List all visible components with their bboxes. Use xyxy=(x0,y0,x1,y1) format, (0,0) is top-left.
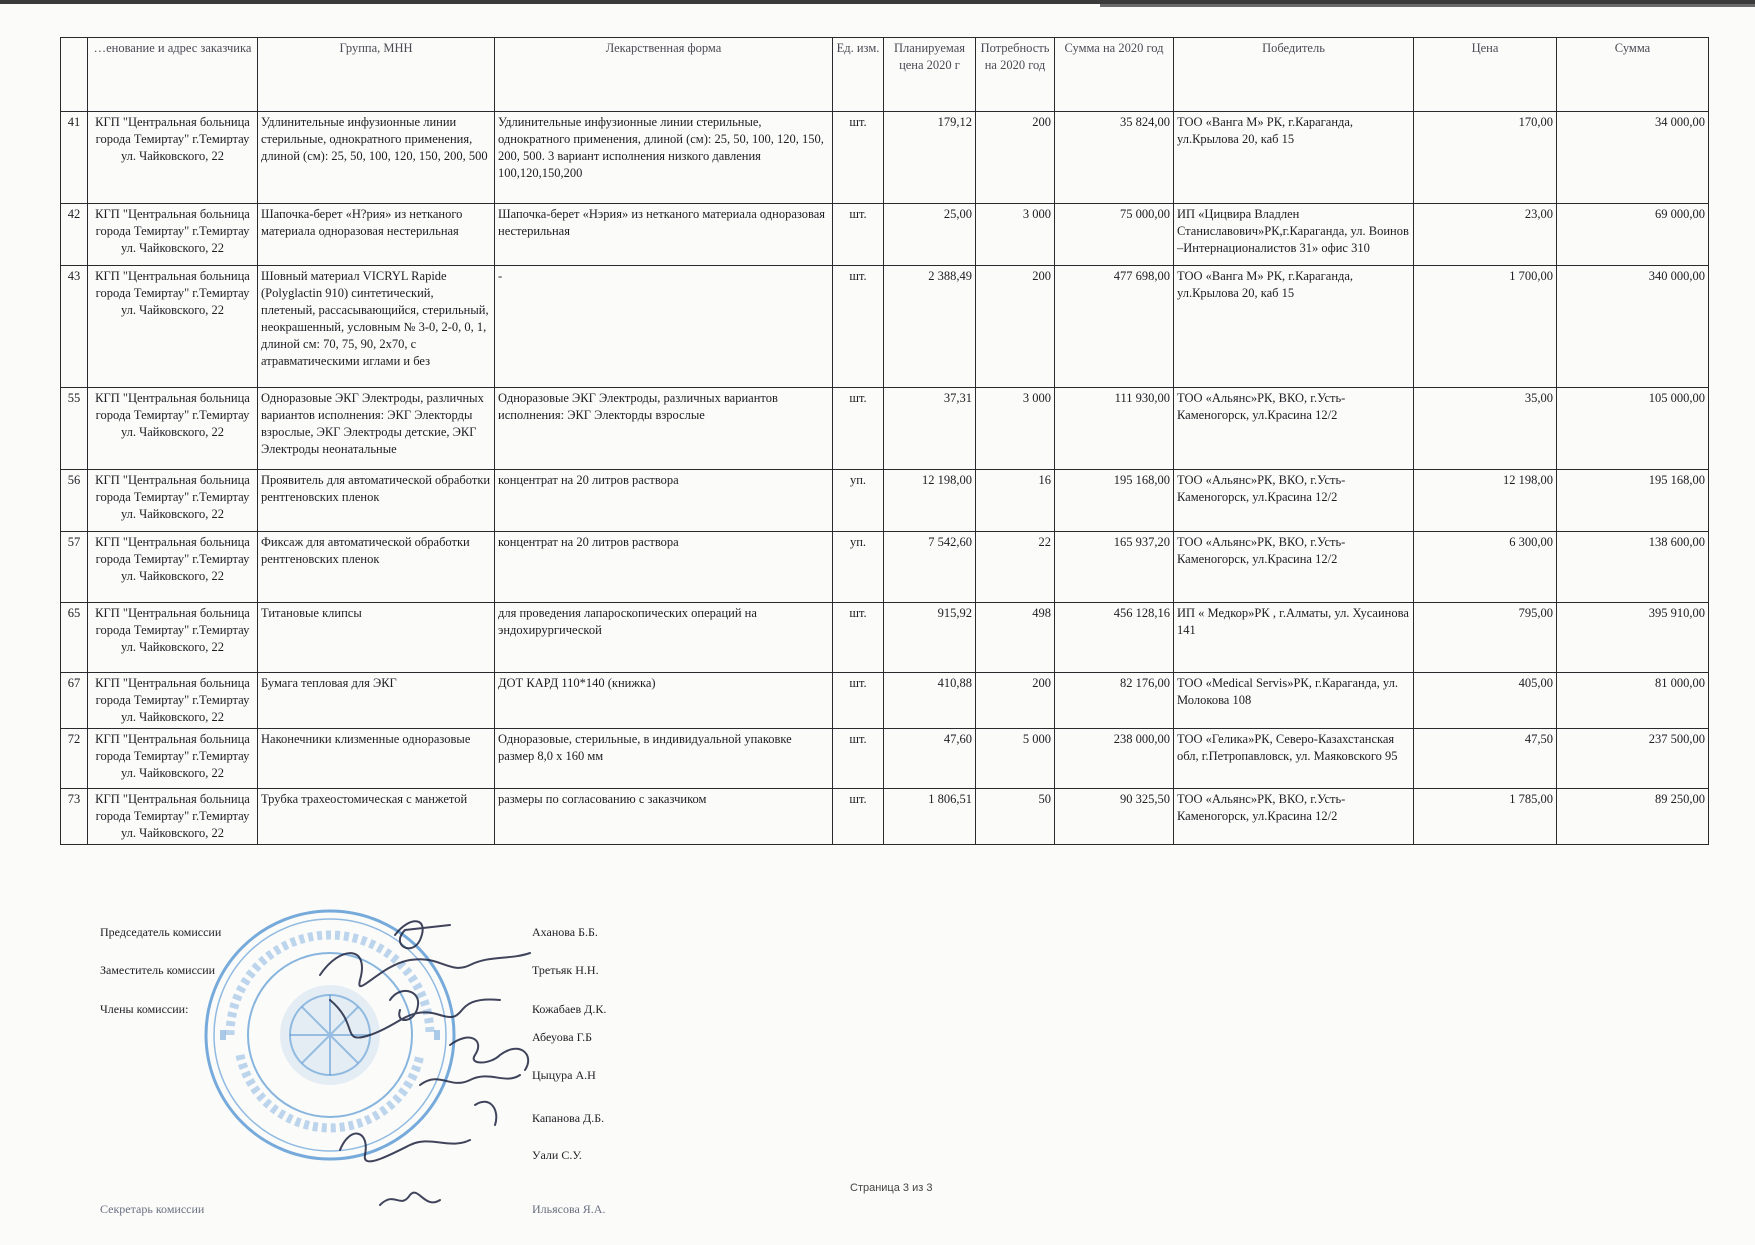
total-cell: 138 600,00 xyxy=(1557,532,1709,603)
form-cell: концентрат на 20 литров раствора xyxy=(495,470,833,532)
form-cell: ДОТ КАРД 110*140 (книжка) xyxy=(495,673,833,729)
customer-cell: КГП "Центральная больница города Темиртау" г.Темиртау ул. Чайковского, 22 xyxy=(88,729,258,789)
members-label: Члены комиссии: xyxy=(100,1002,189,1016)
row-number: 42 xyxy=(61,204,88,266)
customer-cell: КГП "Центральная больница города Темиртау" г.Темиртау ул. Чайковского, 22 xyxy=(88,789,258,845)
chair-label: Председатель комиссии xyxy=(100,925,222,939)
planned-price-cell: 12 198,00 xyxy=(884,470,976,532)
need-cell: 22 xyxy=(976,532,1055,603)
unit-cell: шт. xyxy=(833,388,884,470)
winner-cell: ИП « Медкор»РК , г.Алматы, ул. Хусаинова 141 xyxy=(1174,603,1414,673)
price-cell: 35,00 xyxy=(1414,388,1557,470)
procurement-table xyxy=(60,37,1709,845)
member-name: Кожабаев Д.К. xyxy=(532,1002,607,1016)
table-header-row xyxy=(61,38,1709,112)
table-row xyxy=(61,532,1709,603)
planned-price-cell: 179,12 xyxy=(884,112,976,204)
planned-price-cell: 25,00 xyxy=(884,204,976,266)
unit-cell: шт. xyxy=(833,266,884,388)
header-need: Потребность на 2020 год xyxy=(976,38,1055,112)
need-cell: 3 000 xyxy=(976,204,1055,266)
row-number: 57 xyxy=(61,532,88,603)
group-cell: Проявитель для автоматической обработки рентгеновских пленок xyxy=(258,470,495,532)
unit-cell: шт. xyxy=(833,789,884,845)
group-cell: Титановые клипсы xyxy=(258,603,495,673)
total-cell: 237 500,00 xyxy=(1557,729,1709,789)
unit-cell: шт. xyxy=(833,603,884,673)
row-number: 65 xyxy=(61,603,88,673)
need-cell: 50 xyxy=(976,789,1055,845)
planned-price-cell: 37,31 xyxy=(884,388,976,470)
group-cell: Трубка трахеостомическая с манжетой xyxy=(258,789,495,845)
total-cell: 81 000,00 xyxy=(1557,673,1709,729)
header-total: Сумма xyxy=(1557,38,1709,112)
table-row xyxy=(61,673,1709,729)
form-cell: Одноразовые, стерильные, в индивидуальной упаковке размер 8,0 х 160 мм xyxy=(495,729,833,789)
row-number: 55 xyxy=(61,388,88,470)
sum-2020-cell: 477 698,00 xyxy=(1055,266,1174,388)
group-cell: Удлинительные инфузионные линии стерильные, однократного применения, длиной (см): 25, 50, 100, 120, 150, 200, 500 xyxy=(258,112,495,204)
sum-2020-cell: 35 824,00 xyxy=(1055,112,1174,204)
sum-2020-cell: 238 000,00 xyxy=(1055,729,1174,789)
form-cell: Удлинительные инфузионные линии стерильные, однократного применения, длиной (см): 25, 50, 100, 120, 150, 200, 500. 3 вариант исполнения низкого давления 100,120,150,200 xyxy=(495,112,833,204)
total-cell: 69 000,00 xyxy=(1557,204,1709,266)
planned-price-cell: 410,88 xyxy=(884,673,976,729)
sum-2020-cell: 165 937,20 xyxy=(1055,532,1174,603)
row-number: 67 xyxy=(61,673,88,729)
total-cell: 340 000,00 xyxy=(1557,266,1709,388)
need-cell: 5 000 xyxy=(976,729,1055,789)
customer-cell: КГП "Центральная больница города Темиртау" г.Темиртау ул. Чайковского, 22 xyxy=(88,388,258,470)
need-cell: 3 000 xyxy=(976,388,1055,470)
row-number: 56 xyxy=(61,470,88,532)
planned-price-cell: 915,92 xyxy=(884,603,976,673)
total-cell: 89 250,00 xyxy=(1557,789,1709,845)
unit-cell: шт. xyxy=(833,204,884,266)
member-name: Абеуова Г.Б xyxy=(532,1030,593,1044)
unit-cell: шт. xyxy=(833,673,884,729)
row-number: 72 xyxy=(61,729,88,789)
unit-cell: уп. xyxy=(833,532,884,603)
secretary-label: Секретарь комиссии xyxy=(100,1202,205,1216)
form-cell: размеры по согласованию с заказчиком xyxy=(495,789,833,845)
price-cell: 1 785,00 xyxy=(1414,789,1557,845)
unit-cell: шт. xyxy=(833,112,884,204)
customer-cell: КГП "Центральная больница города Темиртау" г.Темиртау ул. Чайковского, 22 xyxy=(88,532,258,603)
winner-cell: ТОО «Medical Servis»РК, г.Караганда, ул. Молокова 108 xyxy=(1174,673,1414,729)
member-name: Уали С.У. xyxy=(532,1148,582,1162)
table-row xyxy=(61,470,1709,532)
sum-2020-cell: 75 000,00 xyxy=(1055,204,1174,266)
winner-cell: ТОО «Альянс»РК, ВКО, г.Усть-Каменогорск, ул.Красина 12/2 xyxy=(1174,470,1414,532)
customer-cell: КГП "Центральная больница города Темиртау" г.Темиртау ул. Чайковского, 22 xyxy=(88,266,258,388)
planned-price-cell: 2 388,49 xyxy=(884,266,976,388)
row-number: 43 xyxy=(61,266,88,388)
price-cell: 405,00 xyxy=(1414,673,1557,729)
customer-cell: КГП "Центральная больница города Темиртау" г.Темиртау ул. Чайковского, 22 xyxy=(88,204,258,266)
table-row xyxy=(61,388,1709,470)
sum-2020-cell: 456 128,16 xyxy=(1055,603,1174,673)
table-row xyxy=(61,204,1709,266)
header-sum-2020: Сумма на 2020 год xyxy=(1055,38,1174,112)
sum-2020-cell: 90 325,50 xyxy=(1055,789,1174,845)
winner-cell: ТОО «Ванга М» РК, г.Караганда, ул.Крылова 20, каб 15 xyxy=(1174,266,1414,388)
price-cell: 6 300,00 xyxy=(1414,532,1557,603)
form-cell: для проведения лапароскопических операций на эндохирургической xyxy=(495,603,833,673)
price-cell: 12 198,00 xyxy=(1414,470,1557,532)
table-row xyxy=(61,112,1709,204)
sum-2020-cell: 82 176,00 xyxy=(1055,673,1174,729)
header-price: Цена xyxy=(1414,38,1557,112)
form-cell: - xyxy=(495,266,833,388)
table-row xyxy=(61,729,1709,789)
table-row xyxy=(61,789,1709,845)
group-cell: Шапочка-берет «Н?рия» из нетканого материала одноразовая нестерильная xyxy=(258,204,495,266)
form-cell: концентрат на 20 литров раствора xyxy=(495,532,833,603)
form-cell: Шапочка-берет «Нэрия» из нетканого материала одноразовая нестерильная xyxy=(495,204,833,266)
secretary-name: Ильясова Я.А. xyxy=(532,1202,606,1216)
planned-price-cell: 1 806,51 xyxy=(884,789,976,845)
table-row xyxy=(61,266,1709,388)
unit-cell: шт. xyxy=(833,729,884,789)
row-number: 73 xyxy=(61,789,88,845)
need-cell: 200 xyxy=(976,112,1055,204)
chair-name: Аханова Б.Б. xyxy=(532,925,598,939)
need-cell: 200 xyxy=(976,266,1055,388)
price-cell: 170,00 xyxy=(1414,112,1557,204)
winner-cell: ИП «Цицвира Владлен Станиславович»РК,г.Караганда, ул. Воинов –Интернационалистов 31» офис 310 xyxy=(1174,204,1414,266)
winner-cell: ТОО «Альянс»РК, ВКО, г.Усть-Каменогорск, ул.Красина 12/2 xyxy=(1174,388,1414,470)
planned-price-cell: 7 542,60 xyxy=(884,532,976,603)
table-row xyxy=(61,603,1709,673)
customer-cell: КГП "Центральная больница города Темиртау" г.Темиртау ул. Чайковского, 22 xyxy=(88,673,258,729)
planned-price-cell: 47,60 xyxy=(884,729,976,789)
header-planned-price: Планируемая цена 2020 г xyxy=(884,38,976,112)
winner-cell: ТОО «Альянс»РК, ВКО, г.Усть-Каменогорск, ул.Красина 12/2 xyxy=(1174,789,1414,845)
sum-2020-cell: 111 930,00 xyxy=(1055,388,1174,470)
deputy-name: Третьяк Н.Н. xyxy=(532,963,599,977)
group-cell: Фиксаж для автоматической обработки рентгеновских пленок xyxy=(258,532,495,603)
price-cell: 1 700,00 xyxy=(1414,266,1557,388)
header-index xyxy=(61,38,88,112)
total-cell: 395 910,00 xyxy=(1557,603,1709,673)
need-cell: 200 xyxy=(976,673,1055,729)
deputy-label: Заместитель комиссии xyxy=(100,963,216,977)
customer-cell: КГП "Центральная больница города Темиртау" г.Темиртау ул. Чайковского, 22 xyxy=(88,603,258,673)
price-cell: 23,00 xyxy=(1414,204,1557,266)
group-cell: Одноразовые ЭКГ Электроды, различных вариантов исполнения: ЭКГ Электорды взрослые, ЭКГ Электроды детские, ЭКГ Электроды неонатальные xyxy=(258,388,495,470)
handwritten-signatures-icon xyxy=(300,905,640,1245)
header-customer: …енование и адрес заказчика xyxy=(88,38,258,112)
customer-cell: КГП "Центральная больница города Темиртау" г.Темиртау ул. Чайковского, 22 xyxy=(88,112,258,204)
customer-cell: КГП "Центральная больница города Темиртау" г.Темиртау ул. Чайковского, 22 xyxy=(88,470,258,532)
winner-cell: ТОО «Ванга М» РК, г.Караганда, ул.Крылова 20, каб 15 xyxy=(1174,112,1414,204)
page-number: Страница 3 из 3 xyxy=(850,1182,933,1194)
header-unit: Ед. изм. xyxy=(833,38,884,112)
price-cell: 795,00 xyxy=(1414,603,1557,673)
member-name: Капанова Д.Б. xyxy=(532,1111,605,1125)
total-cell: 195 168,00 xyxy=(1557,470,1709,532)
need-cell: 16 xyxy=(976,470,1055,532)
row-number: 41 xyxy=(61,112,88,204)
price-cell: 47,50 xyxy=(1414,729,1557,789)
unit-cell: уп. xyxy=(833,470,884,532)
winner-cell: ТОО «Гелика»РК, Северо-Казахстанская обл, г.Петропавловск, ул. Маяковского 95 xyxy=(1174,729,1414,789)
group-cell: Шовный материал VICRYL Rapide (Polyglactin 910) синтетический, плетеный, рассасывающийся, стерильный, неокрашенный, условным № 3-0, 2-0, 0, 1, длиной см: 70, 75, 90, 2x70, с атравматическими иглами и без xyxy=(258,266,495,388)
total-cell: 105 000,00 xyxy=(1557,388,1709,470)
group-cell: Бумага тепловая для ЭКГ xyxy=(258,673,495,729)
form-cell: Одноразовые ЭКГ Электроды, различных вариантов исполнения: ЭКГ Электорды взрослые xyxy=(495,388,833,470)
scan-edge-top-right xyxy=(1100,4,1755,7)
winner-cell: ТОО «Альянс»РК, ВКО, г.Усть-Каменогорск, ул.Красина 12/2 xyxy=(1174,532,1414,603)
member-name: Цыцура А.Н xyxy=(532,1068,596,1082)
sum-2020-cell: 195 168,00 xyxy=(1055,470,1174,532)
header-winner: Победитель xyxy=(1174,38,1414,112)
header-group: Группа, МНН xyxy=(258,38,495,112)
need-cell: 498 xyxy=(976,603,1055,673)
group-cell: Наконечники клизменные одноразовые xyxy=(258,729,495,789)
total-cell: 34 000,00 xyxy=(1557,112,1709,204)
header-form: Лекарственная форма xyxy=(495,38,833,112)
